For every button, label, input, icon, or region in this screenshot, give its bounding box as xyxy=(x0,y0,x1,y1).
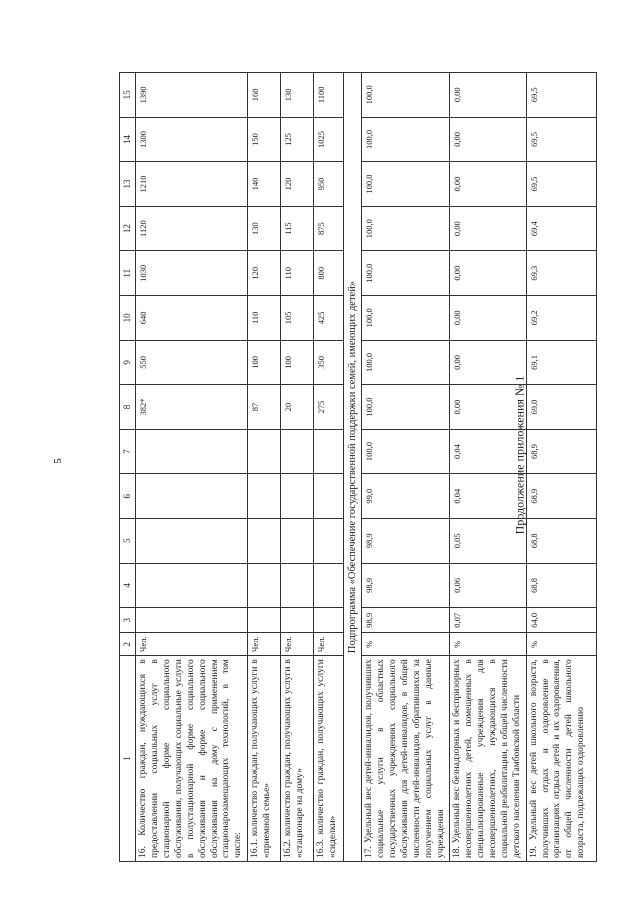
indicators-table xyxy=(119,72,597,862)
value-cell: 98,9 xyxy=(362,563,450,608)
col-header: 10 xyxy=(120,296,136,341)
value-cell: 99,0 xyxy=(362,474,450,519)
value-cell: 69,5 xyxy=(526,73,596,118)
value-cell: 69,3 xyxy=(526,251,596,296)
value-cell: 382* xyxy=(136,385,248,430)
value-cell xyxy=(281,429,314,474)
value-cell: 1100 xyxy=(314,73,344,118)
value-cell: 0,00 xyxy=(450,117,526,162)
col-header: 13 xyxy=(120,162,136,207)
value-cell: 69,2 xyxy=(526,296,596,341)
value-cell: 350 xyxy=(314,340,344,385)
value-cell: 64,0 xyxy=(526,608,596,633)
value-cell: 100,0 xyxy=(362,251,450,296)
value-cell: 100,0 xyxy=(362,117,450,162)
col-header: 6 xyxy=(120,474,136,519)
value-cell: 1390 xyxy=(136,73,248,118)
value-cell: 0,00 xyxy=(450,251,526,296)
column-number-row xyxy=(120,73,136,862)
value-cell xyxy=(281,608,314,633)
indicator-label: 17. Удельный вес детей-инвалидов, получивших социальные услуги в областных государственных учреждениях социального обслуживания для детей-инвалидов, в общей численности детей-инвалидов, обратившихся за получением социальных услуг в данные учреждения xyxy=(362,656,450,862)
value-cell: 640 xyxy=(136,296,248,341)
value-cell: 100,0 xyxy=(362,296,450,341)
value-cell: 0,00 xyxy=(450,73,526,118)
value-cell: 160 xyxy=(248,73,281,118)
value-cell: 69,1 xyxy=(526,340,596,385)
value-cell: 1120 xyxy=(136,206,248,251)
page-number: 5 xyxy=(51,458,64,464)
value-cell xyxy=(248,608,281,633)
col-header: 3 xyxy=(120,608,136,633)
value-cell: 120 xyxy=(281,162,314,207)
value-cell: 68,8 xyxy=(526,518,596,563)
value-cell: 68,9 xyxy=(526,429,596,474)
value-cell xyxy=(248,474,281,519)
indicator-label: 16.1. количество граждан, получающих услуги в «приемной семье» xyxy=(248,656,281,862)
section-body xyxy=(344,73,362,862)
value-cell: 20 xyxy=(281,385,314,430)
value-cell: 130 xyxy=(248,206,281,251)
value-cell: 69,0 xyxy=(526,385,596,430)
value-cell xyxy=(248,518,281,563)
value-cell xyxy=(136,608,248,633)
col-header: 11 xyxy=(120,251,136,296)
indicator-label: 16.3. количество граждан, получающих услуги «сиделки» xyxy=(314,656,344,862)
value-cell: 100,0 xyxy=(362,340,450,385)
col-header: 14 xyxy=(120,117,136,162)
value-cell: 0,07 xyxy=(450,608,526,633)
unit-cell: Чел. xyxy=(314,633,344,656)
col-header: 5 xyxy=(120,518,136,563)
table-row xyxy=(314,73,344,862)
col-header: 8 xyxy=(120,385,136,430)
value-cell: 150 xyxy=(248,117,281,162)
value-cell: 100 xyxy=(248,340,281,385)
indicator-label: 16.2. количество граждан, получающих услуги в «стационаре на дому» xyxy=(281,656,314,862)
value-cell: 100 xyxy=(281,340,314,385)
value-cell: 68,9 xyxy=(526,474,596,519)
value-cell: 550 xyxy=(136,340,248,385)
value-cell xyxy=(281,474,314,519)
value-cell: 1025 xyxy=(314,117,344,162)
value-cell: 69,4 xyxy=(526,206,596,251)
value-cell: 100,0 xyxy=(362,73,450,118)
value-cell: 0,06 xyxy=(450,563,526,608)
continuation-title: Продолжение приложения № 1 xyxy=(512,375,527,535)
value-cell: 69,5 xyxy=(526,162,596,207)
value-cell xyxy=(281,518,314,563)
unit-cell: % xyxy=(362,633,450,656)
table-row xyxy=(248,73,281,862)
value-cell: 800 xyxy=(314,251,344,296)
value-cell: 98,9 xyxy=(362,518,450,563)
indicator-label: 19. Удельный вес детей школьного возраста, получивших отдых и оздоровление в организациях отдыха детей и их оздоровления, от общей численности детей школьного возраста, подлежащих оздоровлению xyxy=(526,656,596,862)
value-cell: 100,0 xyxy=(362,429,450,474)
section-title: Подпрограмма «Обеспечение государственной поддержки семей, имеющих детей» xyxy=(344,73,362,862)
value-cell: 425 xyxy=(314,296,344,341)
value-cell xyxy=(136,563,248,608)
value-cell: 0,05 xyxy=(450,518,526,563)
value-cell: 68,8 xyxy=(526,563,596,608)
value-cell: 100,0 xyxy=(362,162,450,207)
value-cell xyxy=(314,563,344,608)
value-cell xyxy=(314,608,344,633)
value-cell: 98,9 xyxy=(362,608,450,633)
value-cell: 0,04 xyxy=(450,474,526,519)
unit-cell: Чел. xyxy=(281,633,314,656)
value-cell: 950 xyxy=(314,162,344,207)
value-cell: 105 xyxy=(281,296,314,341)
value-cell: 120 xyxy=(248,251,281,296)
value-cell: 0,00 xyxy=(450,296,526,341)
col-header: 7 xyxy=(120,429,136,474)
value-cell: 110 xyxy=(248,296,281,341)
unit-cell: % xyxy=(450,633,526,656)
col-header: 4 xyxy=(120,563,136,608)
value-cell xyxy=(136,429,248,474)
unit-cell: Чел. xyxy=(136,633,248,656)
col-header: 2 xyxy=(120,633,136,656)
value-cell: 0,04 xyxy=(450,429,526,474)
value-cell: 0,00 xyxy=(450,206,526,251)
value-cell: 875 xyxy=(314,206,344,251)
value-cell: 140 xyxy=(248,162,281,207)
unit-cell: % xyxy=(526,633,596,656)
col-header: 15 xyxy=(120,73,136,118)
value-cell xyxy=(136,518,248,563)
value-cell: 115 xyxy=(281,206,314,251)
value-cell xyxy=(314,518,344,563)
table-body-part2 xyxy=(362,73,596,862)
value-cell: 130 xyxy=(281,73,314,118)
section-row xyxy=(344,73,362,862)
table-row xyxy=(136,73,248,862)
col-header: 1 xyxy=(120,656,136,862)
table-row xyxy=(362,73,450,862)
table-row xyxy=(526,73,596,862)
table-row xyxy=(450,73,526,862)
value-cell xyxy=(314,474,344,519)
value-cell xyxy=(136,474,248,519)
indicator-label: 16. Количество граждан, нуждающихся в предоставлении социальных услуг в стационарной форме социального обслуживания, получающих социальные услуги в полустационарной форме социального обслуживания и форме социального обслуживания на дому с применением стационарозамещающих технологий, в том числе: xyxy=(136,656,248,862)
value-cell: 69,5 xyxy=(526,117,596,162)
value-cell: 125 xyxy=(281,117,314,162)
value-cell: 275 xyxy=(314,385,344,430)
value-cell: 1210 xyxy=(136,162,248,207)
value-cell: 1030 xyxy=(136,251,248,296)
value-cell xyxy=(248,563,281,608)
value-cell xyxy=(248,429,281,474)
col-header: 9 xyxy=(120,340,136,385)
unit-cell: Чел. xyxy=(248,633,281,656)
table-body-part1 xyxy=(136,73,344,862)
value-cell: 100,0 xyxy=(362,385,450,430)
table-row xyxy=(281,73,314,862)
value-cell: 0,00 xyxy=(450,385,526,430)
indicator-label: 18. Удельный вес безнадзорных и беспризорных несовершеннолетних детей, помещенных в специализированные учреждения для несовершеннолетних, нуждающихся в социальной реабилитации, в общей численности детского населения Тамбовской области xyxy=(450,656,526,862)
col-header: 12 xyxy=(120,206,136,251)
value-cell: 110 xyxy=(281,251,314,296)
value-cell: 0,00 xyxy=(450,162,526,207)
value-cell: 100,0 xyxy=(362,206,450,251)
value-cell: 0,00 xyxy=(450,340,526,385)
value-cell xyxy=(281,563,314,608)
value-cell: 87 xyxy=(248,385,281,430)
value-cell: 1300 xyxy=(136,117,248,162)
value-cell xyxy=(314,429,344,474)
